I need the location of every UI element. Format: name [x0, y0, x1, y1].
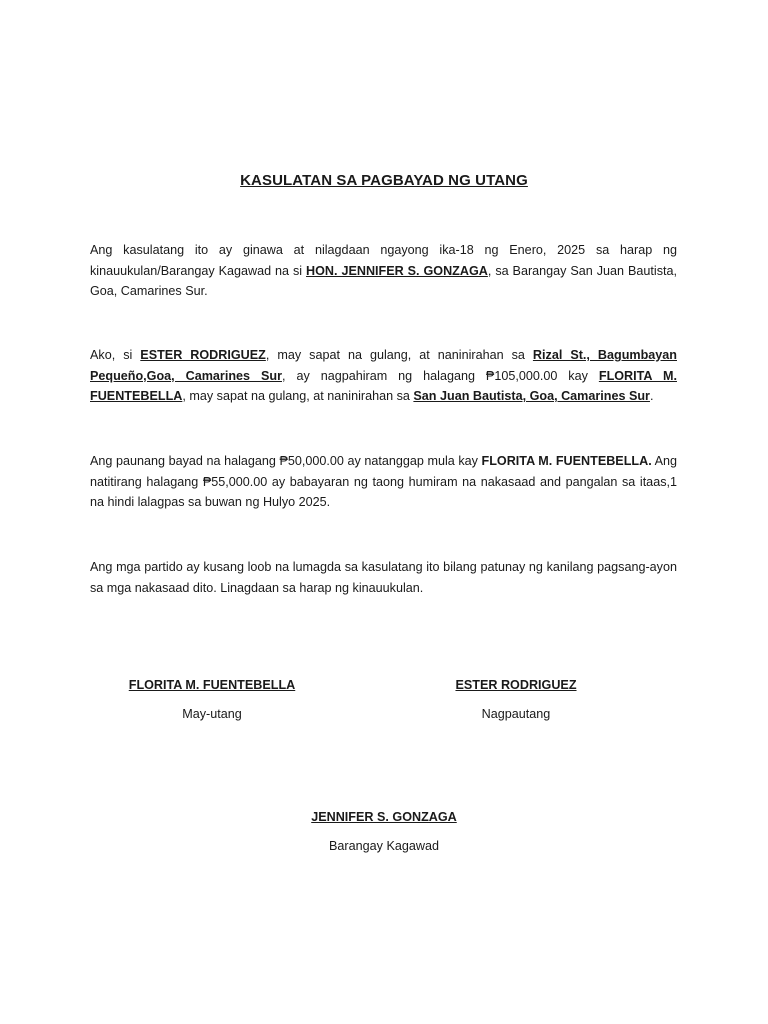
signature-block-left [112, 678, 312, 721]
signatory-name-right: ESTER RODRIGUEZ [455, 678, 577, 692]
document-title: KASULATAN SA PAGBAYAD NG UTANG [240, 172, 528, 189]
witness-name: JENNIFER S. GONZAGA [311, 810, 457, 824]
loan-text-1: Ako, si [90, 348, 141, 362]
borrower-address: Rizal St., Bagumbayan Pequeño,Goa, Camarines Sur [90, 348, 677, 383]
borrower-name: ESTER RODRIGUEZ [140, 348, 266, 362]
paragraph-loan [90, 345, 677, 407]
lender-name: FLORITA M. FUENTEBELLA [90, 368, 677, 403]
intro-text-1: Ang kasulatang ito ay ginawa at nilagdaan ngayong ika-18 ng Enero, 2025 sa harap ng kinauukulan/Barangay Kagawad na si [90, 243, 677, 278]
signature-block-right [408, 678, 624, 721]
lender-address: San Juan Bautista, Goa, Camarines Sur [413, 389, 650, 403]
official-name: HON. JENNIFER S. GONZAGA [306, 263, 488, 278]
paragraph-payment [90, 451, 677, 513]
agreement-text: Ang mga partido ay kusang loob na lumagda sa kasulatang ito bilang patunay ng kanilang pagsang-ayon sa mga nakasaad dito. Linagdaan sa harap ng kinauukulan. [90, 560, 677, 595]
loan-text-4: , may sapat na gulang, at naninirahan sa [182, 389, 414, 403]
paragraph-agreement [90, 557, 677, 598]
signatory-role-right: Nagpautang [481, 707, 551, 721]
loan-text-3: , ay nagpahiram ng halagang ₱105,000.00 kay [281, 368, 599, 383]
payer-name: FLORITA M. FUENTEBELLA. [481, 454, 652, 468]
signatory-role-left: May-utang [182, 707, 242, 721]
signatory-name-left: FLORITA M. FUENTEBELLA [128, 678, 296, 692]
loan-text-2: , may sapat na gulang, at naninirahan sa [265, 348, 533, 362]
paragraph-intro [90, 240, 677, 302]
payment-text-2: Ang natitirang halagang ₱55,000.00 ay babayaran ng taong humiram na nakasaad and pangalan sa itaas,1 na hindi lalagpas sa buwan ng Hulyo 2025. [90, 454, 677, 509]
signature-block-witness [284, 810, 484, 853]
payment-text-1: Ang paunang bayad na halagang ₱50,000.00 ay natanggap mula kay [90, 454, 482, 468]
intro-text-2: , sa Barangay San Juan Bautista, Goa, Camarines Sur. [90, 263, 678, 298]
witness-role: Barangay Kagawad [329, 839, 439, 853]
loan-text-5: . [649, 389, 654, 403]
